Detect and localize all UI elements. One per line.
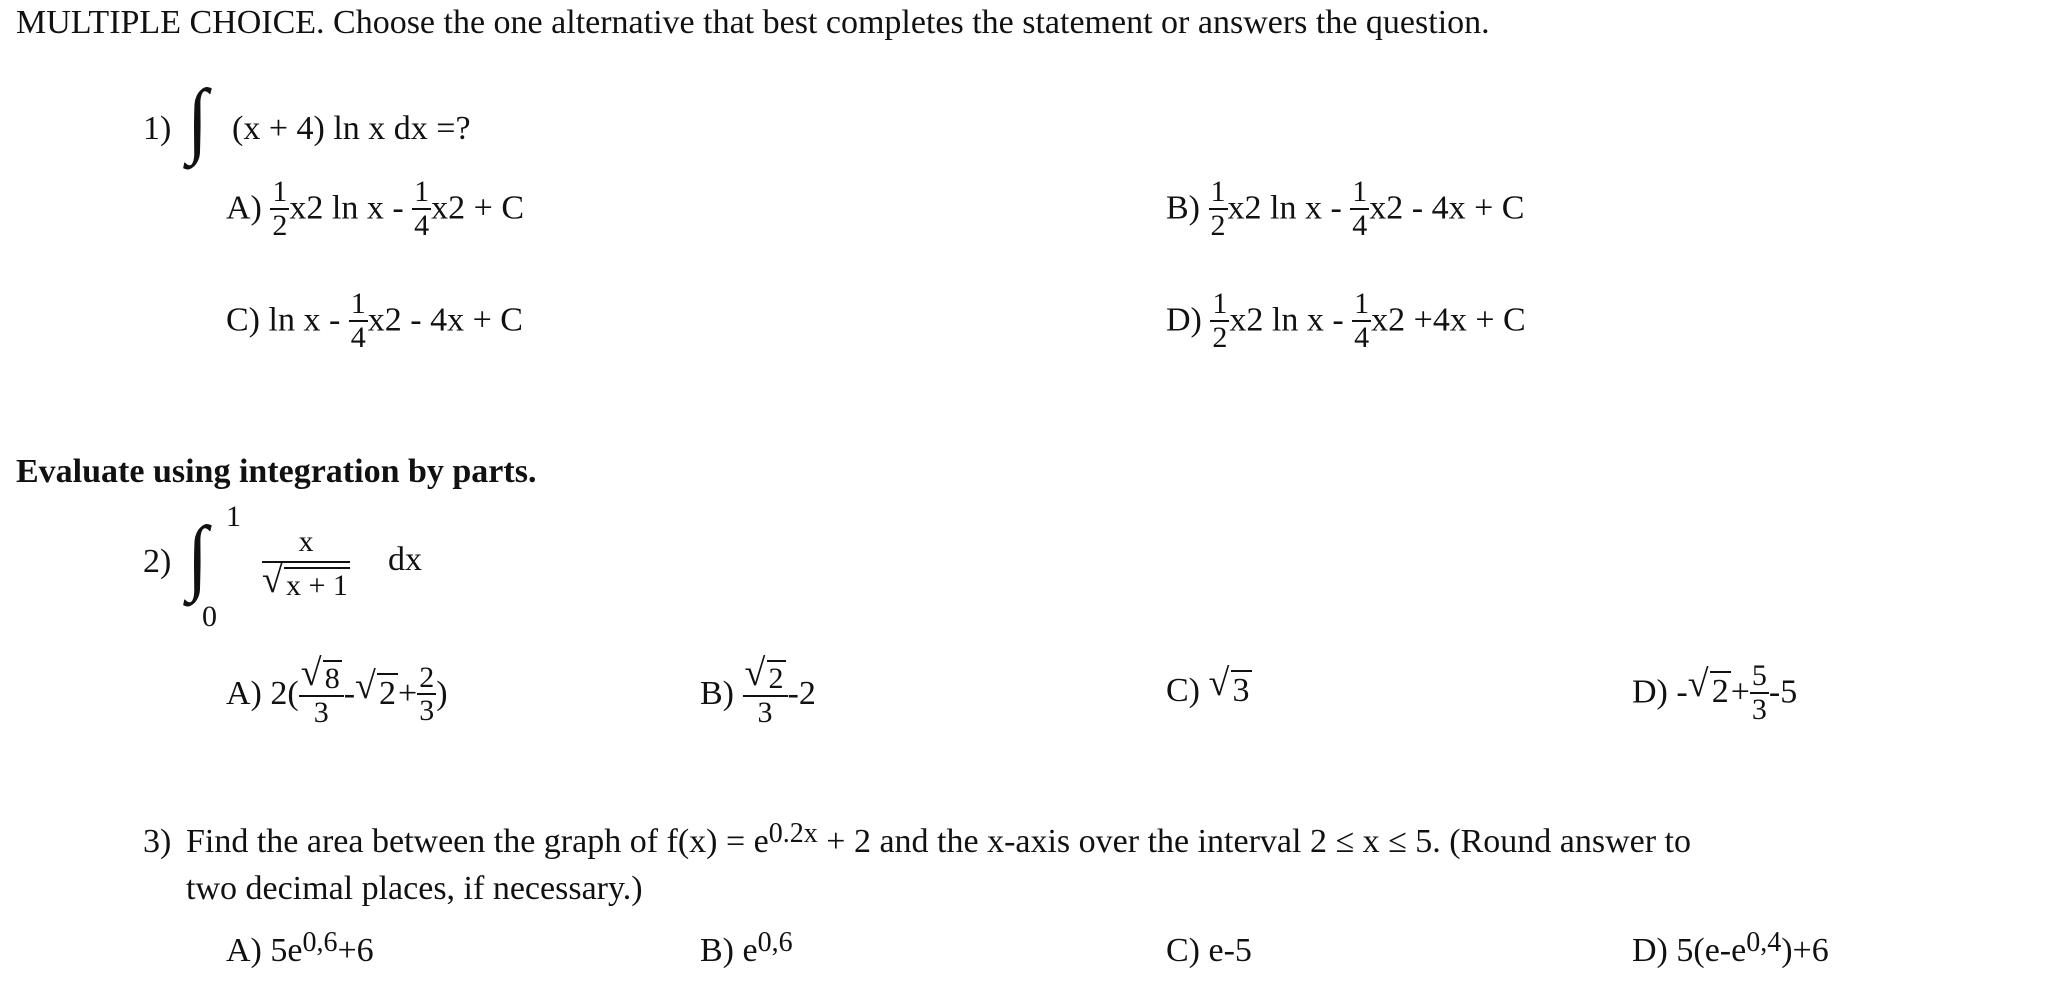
exponent: 0,6 bbox=[757, 927, 793, 958]
option-b[interactable] bbox=[700, 652, 816, 731]
option-letter: D) bbox=[1166, 301, 1202, 339]
question-text: + 2 and the x-axis over the interval 2 ≤ x ≤ 5. (Round answer to bbox=[817, 823, 1692, 860]
square-root bbox=[1208, 662, 1252, 710]
option-text: x2 ln x - bbox=[1227, 189, 1351, 227]
option-letter: A) bbox=[226, 189, 262, 227]
integrand-numerator: x bbox=[262, 525, 350, 563]
option-letter: A) bbox=[226, 932, 262, 969]
option-letter: B) bbox=[700, 932, 734, 969]
numerator bbox=[299, 652, 344, 697]
option-d[interactable] bbox=[1166, 287, 1526, 355]
radical-icon: √ bbox=[1208, 662, 1230, 704]
question-number: 2) bbox=[143, 543, 172, 580]
fraction bbox=[349, 288, 368, 353]
radicand: 8 bbox=[324, 662, 340, 695]
option-text: -2 bbox=[787, 675, 816, 713]
option-text: +6 bbox=[337, 932, 374, 969]
option-letter: D) bbox=[1632, 673, 1668, 711]
question-number: 3) bbox=[143, 823, 172, 860]
option-text: + bbox=[398, 675, 418, 713]
question-text-line-2: two decimal places, if necessary.) bbox=[186, 870, 643, 907]
exponent: 0,4 bbox=[1746, 927, 1782, 958]
denominator: 3 bbox=[1751, 692, 1767, 726]
numerator: 1 bbox=[272, 175, 288, 208]
radical-icon: √ bbox=[355, 665, 376, 708]
integral-symbol: ∫ bbox=[187, 73, 208, 166]
option-a[interactable] bbox=[226, 927, 374, 970]
option-text: x2 ln x - bbox=[1229, 301, 1353, 339]
option-a[interactable] bbox=[226, 652, 448, 731]
denominator: 4 bbox=[1352, 208, 1368, 242]
option-c[interactable] bbox=[1166, 662, 1252, 710]
question-number: 1) bbox=[143, 110, 172, 147]
question-text-line-1 bbox=[186, 818, 1692, 860]
square-root bbox=[355, 665, 398, 713]
option-text: 2( bbox=[270, 675, 299, 713]
option-text: - bbox=[343, 675, 356, 713]
radical-icon: √ bbox=[744, 652, 766, 694]
instructions-heading: MULTIPLE CHOICE. Choose the one alternative that best completes the statement or answers the question. bbox=[16, 4, 1490, 41]
option-d[interactable] bbox=[1632, 927, 1829, 970]
option-text: e-5 bbox=[1208, 932, 1252, 969]
option-text: 5(e-e bbox=[1676, 932, 1747, 969]
option-text: ln x - bbox=[268, 301, 349, 339]
option-letter: C) bbox=[226, 301, 260, 339]
fraction bbox=[270, 176, 289, 241]
option-letter: B) bbox=[1166, 189, 1200, 227]
fraction bbox=[299, 652, 344, 729]
integrand-denominator bbox=[262, 559, 350, 603]
radical-icon: √ bbox=[300, 652, 322, 694]
question-text: Find the area between the graph of f(x) = e bbox=[186, 823, 769, 860]
option-letter: C) bbox=[1166, 672, 1200, 709]
radicand: 3 bbox=[1232, 672, 1250, 709]
option-text: 5e bbox=[270, 932, 303, 969]
option-text: x2 - 4x + C bbox=[1369, 189, 1525, 227]
option-c[interactable] bbox=[1166, 932, 1252, 970]
fraction bbox=[412, 176, 431, 241]
option-a[interactable] bbox=[226, 175, 525, 243]
section-heading: Evaluate using integration by parts. bbox=[16, 453, 537, 490]
denominator: 3 bbox=[757, 696, 773, 729]
option-c[interactable] bbox=[226, 287, 523, 355]
option-letter: B) bbox=[700, 675, 734, 713]
denominator: 3 bbox=[419, 694, 435, 728]
option-text: x2 ln x - bbox=[289, 189, 413, 227]
integrand bbox=[262, 525, 350, 603]
radicand: 2 bbox=[768, 662, 784, 695]
exponent: 0.2x bbox=[768, 818, 818, 849]
radicand: x + 1 bbox=[286, 569, 348, 602]
option-d[interactable] bbox=[1632, 659, 1798, 727]
numerator: 1 bbox=[414, 175, 430, 208]
fraction bbox=[1210, 288, 1229, 353]
fraction bbox=[1352, 288, 1371, 353]
fraction bbox=[417, 662, 436, 727]
option-text: ) bbox=[436, 675, 448, 713]
denominator: 2 bbox=[272, 208, 288, 242]
lower-limit: 0 bbox=[202, 600, 217, 633]
option-text: e bbox=[742, 932, 758, 969]
numerator: 1 bbox=[1352, 175, 1368, 208]
fraction bbox=[1209, 176, 1228, 241]
option-b[interactable] bbox=[1166, 175, 1525, 243]
option-letter: C) bbox=[1166, 932, 1200, 969]
option-b[interactable] bbox=[700, 927, 793, 970]
numerator: 2 bbox=[419, 660, 435, 694]
numerator: 1 bbox=[1212, 287, 1228, 320]
upper-limit: 1 bbox=[226, 500, 241, 533]
radicand: 2 bbox=[1711, 673, 1729, 711]
option-text: x2 + C bbox=[431, 189, 525, 227]
question-prompt: (x + 4) ln x dx =? bbox=[232, 110, 471, 147]
differential: dx bbox=[388, 541, 422, 578]
option-text: - bbox=[1676, 673, 1688, 711]
numerator: 1 bbox=[1210, 175, 1226, 208]
fraction bbox=[1750, 660, 1769, 725]
fraction bbox=[743, 652, 788, 729]
denominator: 2 bbox=[1212, 320, 1228, 354]
denominator: 4 bbox=[1354, 320, 1370, 354]
square-root bbox=[262, 559, 350, 603]
denominator: 3 bbox=[313, 696, 329, 729]
numerator: 1 bbox=[350, 287, 366, 320]
option-letter: A) bbox=[226, 675, 262, 713]
radical-icon: √ bbox=[1687, 663, 1709, 706]
option-text: x2 +4x + C bbox=[1371, 301, 1526, 339]
integral-symbol: ∫ bbox=[187, 510, 208, 603]
denominator: 4 bbox=[350, 320, 366, 354]
option-text: )+6 bbox=[1781, 932, 1829, 969]
fraction bbox=[1350, 176, 1369, 241]
denominator: 4 bbox=[414, 208, 430, 242]
radicand: 2 bbox=[379, 675, 397, 713]
numerator: 5 bbox=[1751, 659, 1767, 692]
option-letter: D) bbox=[1632, 932, 1668, 969]
exponent: 0,6 bbox=[302, 927, 338, 958]
numerator bbox=[743, 652, 788, 697]
numerator: 1 bbox=[1354, 287, 1370, 320]
square-root bbox=[1687, 663, 1731, 711]
option-text: + bbox=[1730, 673, 1750, 711]
option-text: -5 bbox=[1768, 673, 1798, 711]
denominator: 2 bbox=[1210, 208, 1226, 242]
option-text: x2 - 4x + C bbox=[367, 301, 523, 339]
radical-icon: √ bbox=[262, 559, 283, 601]
